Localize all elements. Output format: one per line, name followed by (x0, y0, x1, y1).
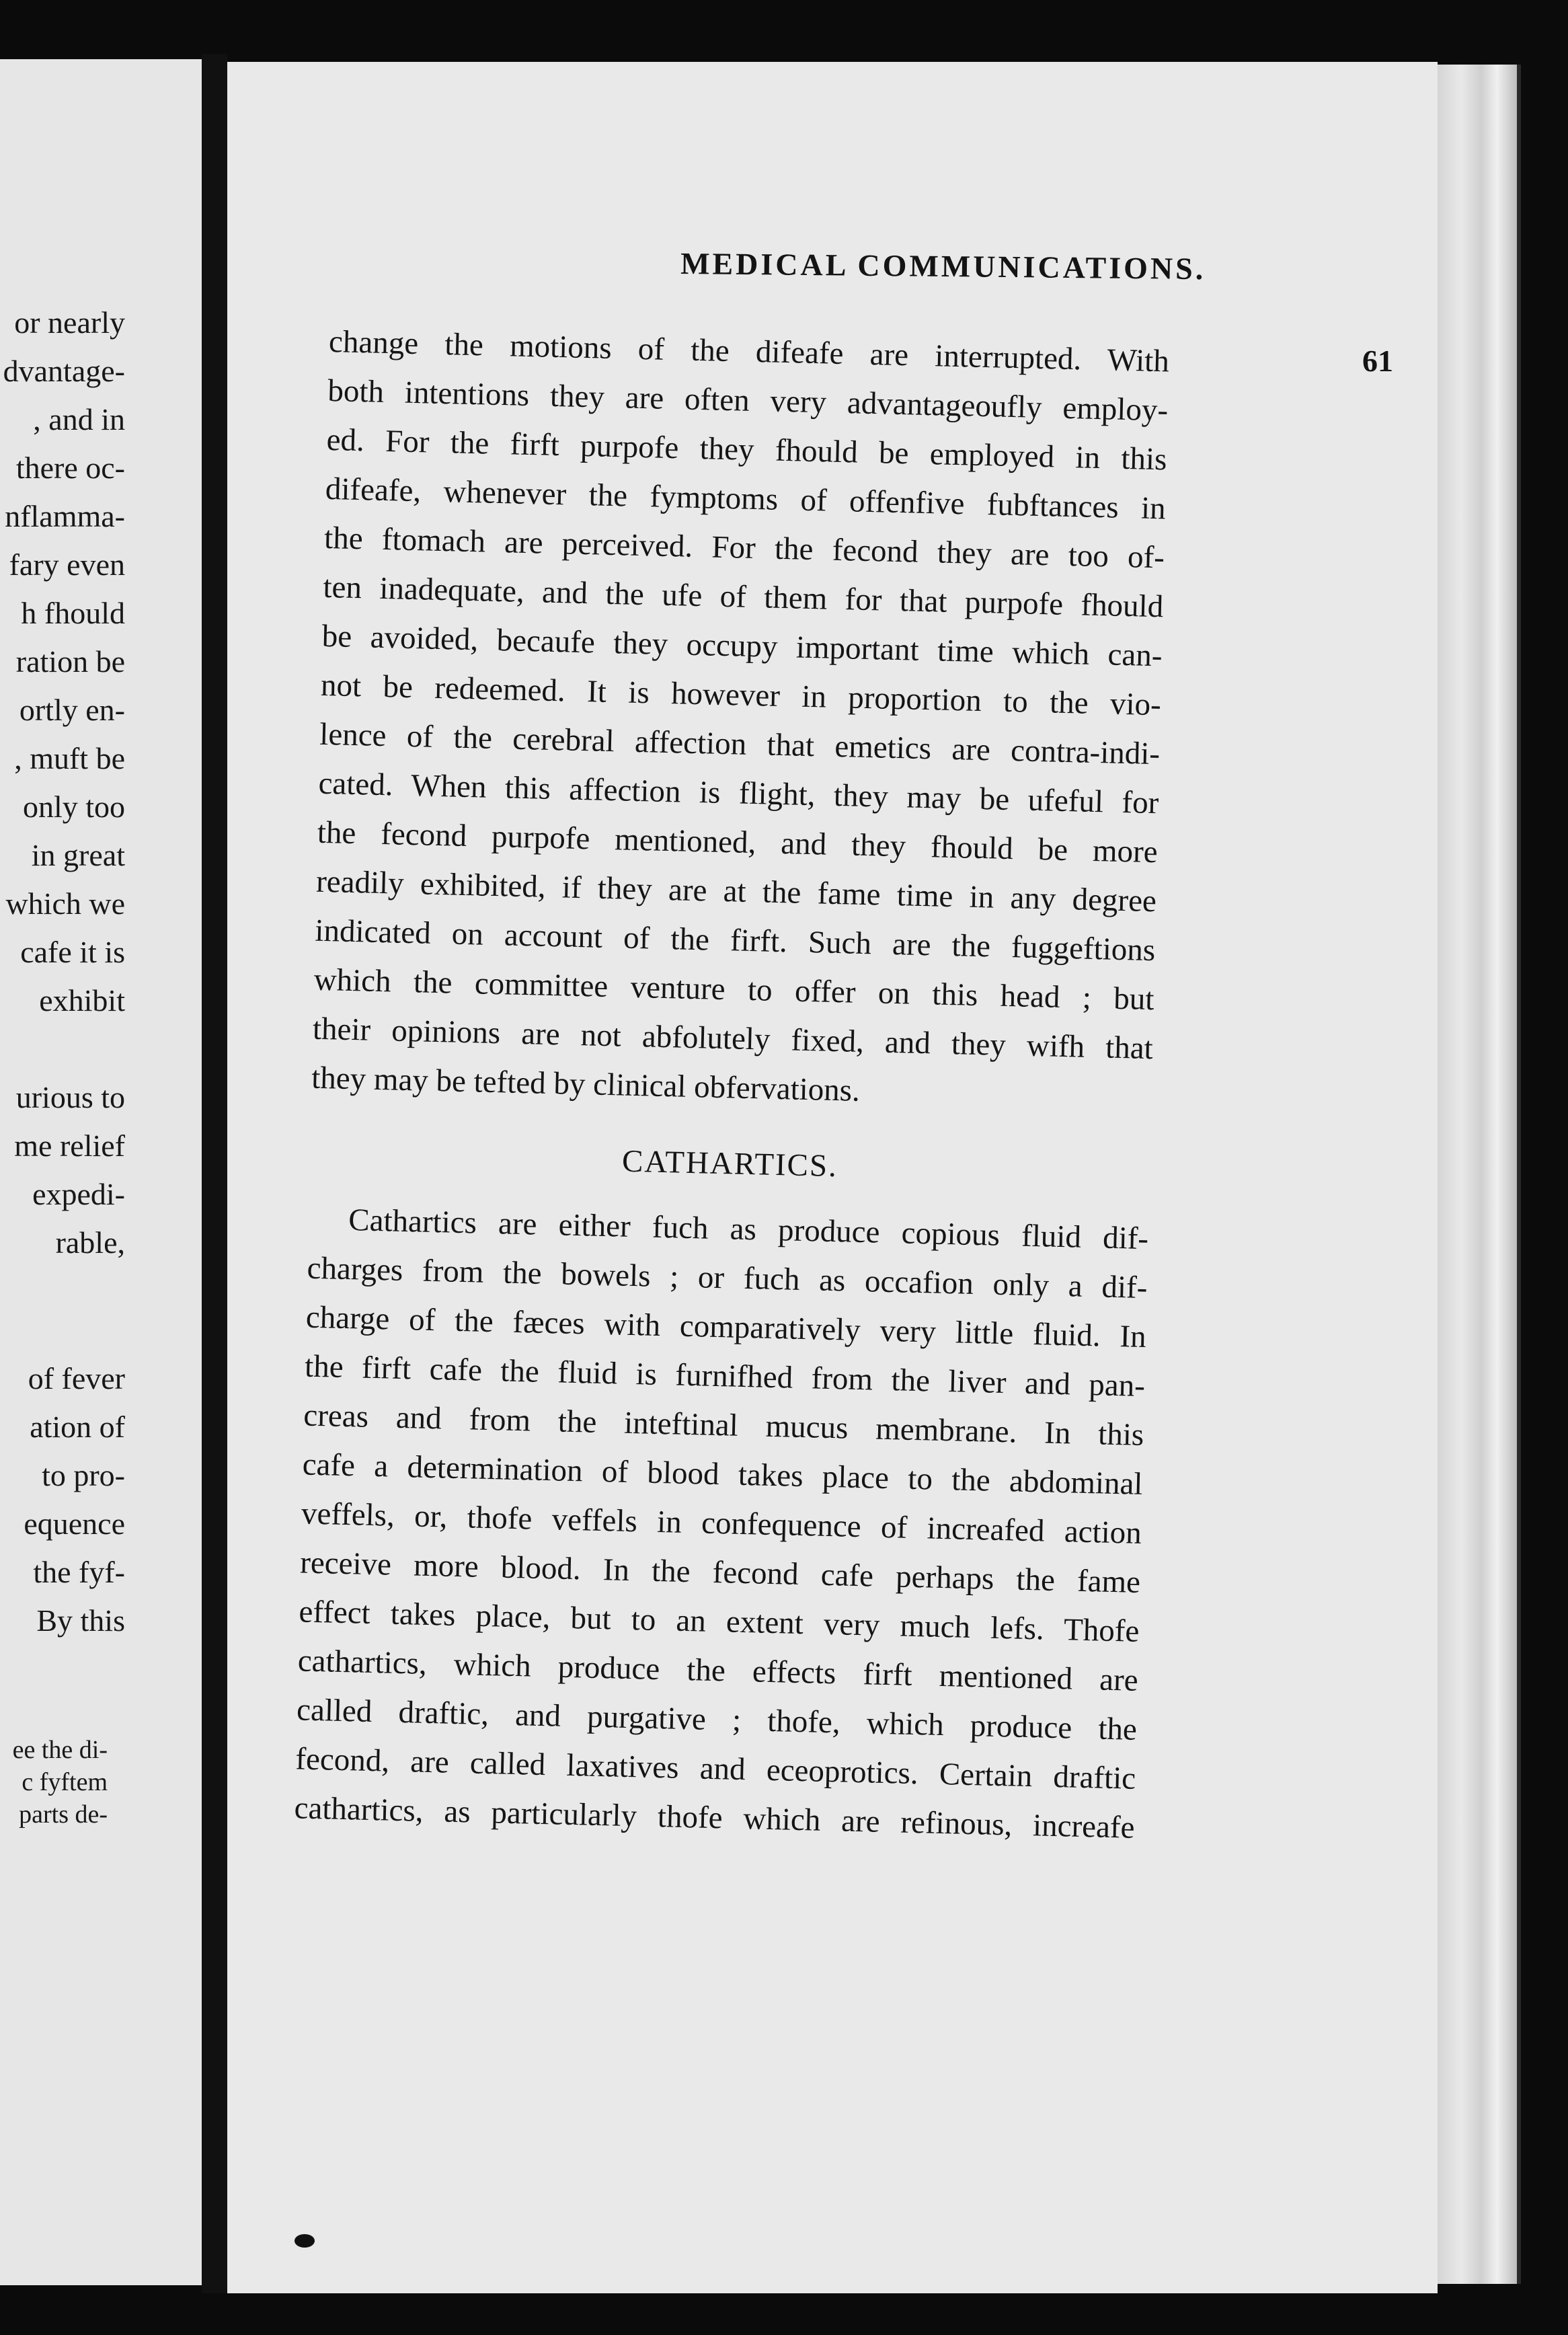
previous-page-line: expedi- (32, 1177, 125, 1211)
previous-page-text (0, 299, 125, 1645)
previous-page-line: nflamma- (5, 499, 125, 533)
previous-page-line: only too (22, 790, 125, 824)
previous-page-line: or nearly (14, 305, 125, 340)
text-line: difeafe, whenever the fymptoms of offenfive fubftances in (325, 471, 1167, 527)
page-number: 61 (1362, 344, 1393, 378)
text-line: ten inadequate, and the ufe of them for that purpofe fhould (322, 569, 1164, 625)
previous-page-line: , muft be (14, 741, 125, 775)
previous-page-line: which we (5, 886, 125, 921)
previous-page-line: cafe it is (20, 935, 125, 969)
text-line: which the committee venture to offer on this head ; but (313, 962, 1155, 1018)
previous-page-line: in great (31, 838, 125, 872)
previous-page-line: ration be (15, 644, 125, 679)
previous-page (0, 59, 202, 2285)
ink-blot (295, 2234, 315, 2248)
previous-page-line: By this (36, 1603, 125, 1638)
text-line: Cathartics are either fuch as produce copious fluid dif- (348, 1202, 1149, 1257)
text-line: called draftic, and purgative ; thofe, which produce the (296, 1692, 1138, 1747)
previous-page-line: the fyf- (33, 1555, 125, 1589)
text-line: charge of the fæces with comparatively very little fluid. In (305, 1299, 1147, 1355)
previous-page-line: equence (24, 1506, 125, 1541)
previous-page-line (0, 1025, 125, 1073)
text-line: not be redeemed. It is however in proportion to the vio- (320, 667, 1162, 723)
text-line: charges from the bowels ; or fuch as occafion only a dif- (307, 1250, 1148, 1306)
previous-page-line: h fhould (21, 596, 125, 630)
previous-page-line: me relief (14, 1128, 125, 1163)
text-line: the fecond purpofe mentioned, and they fhould be more (317, 814, 1159, 870)
text-line: cated. When this affection is flight, they may be ufeful for (318, 765, 1159, 821)
text-line: be avoided, becaufe they occupy important time which can- (321, 618, 1163, 674)
text-line: change the motions of the difeafe are interrupted. With (328, 323, 1170, 379)
text-line: cathartics, which produce the effects firft mentioned are (297, 1643, 1139, 1698)
previous-page-line: of fever (28, 1361, 125, 1395)
text-line: cafe a determination of blood takes place to the abdominal (302, 1447, 1144, 1502)
previous-page-line: exhibit (39, 983, 125, 1018)
text-line: the firft cafe the fluid is furnifhed from the liver and pan- (304, 1348, 1146, 1404)
text-line: ed. For the firft purpofe they fhould be employed in this (326, 422, 1167, 477)
previous-page-footnote (0, 1734, 108, 1831)
current-page (227, 62, 1438, 2293)
previous-page-line: rable, (55, 1225, 125, 1260)
section-heading: CATHARTICS. (621, 1143, 838, 1184)
text-line: their opinions are not abfolutely fixed, and they wifh that (312, 1011, 1154, 1067)
text-line: creas and from the inteftinal mucus membrane. In this (303, 1398, 1144, 1453)
previous-page-line: urious to (15, 1080, 125, 1114)
footnote-line: c fyftem (22, 1768, 108, 1796)
footnote-line: parts de- (19, 1800, 108, 1829)
text-line: they may be tefted by clinical obfervations. (311, 1060, 861, 1108)
text-line: lence of the cerebral affection that emetics are contra-indi- (319, 716, 1161, 772)
text-line: the ftomach are perceived. For the fecond they are too of- (323, 520, 1165, 576)
running-head: MEDICAL COMMUNICATIONS. (680, 245, 1206, 286)
footnote-line: ee the di- (12, 1736, 108, 1764)
previous-page-line: , and in (33, 402, 125, 436)
page-edge (1438, 65, 1521, 2284)
previous-page-line: dvantage- (3, 354, 125, 388)
text-line: indicated on account of the firft. Such are the fuggeftions (314, 913, 1156, 968)
text-line: cathartics, as particularly thofe which are refinous, increafe (294, 1790, 1136, 1845)
book-gutter (202, 54, 227, 2293)
page-body (294, 317, 1170, 1853)
previous-page-line: ortly en- (19, 693, 125, 727)
previous-page-line: to pro- (42, 1458, 125, 1492)
previous-page-line: ation of (30, 1410, 125, 1444)
text-line: both intentions they are often very advantageoufly employ- (327, 373, 1169, 428)
text-line: effect takes place, but to an extent very much lefs. Thofe (299, 1594, 1140, 1649)
text-line: readily exhibited, if they are at the fame time in any degree (315, 864, 1157, 919)
previous-page-line: there oc- (15, 451, 125, 485)
previous-page-gap (0, 1267, 125, 1354)
text-line: fecond, are called laxatives and eceoprotics. Certain draftic (295, 1741, 1136, 1796)
text-line: receive more blood. In the fecond cafe perhaps the fame (299, 1545, 1141, 1600)
text-line: veffels, or, thofe veffels in confequence of increafed action (301, 1496, 1142, 1551)
previous-page-line: fary even (9, 547, 125, 582)
